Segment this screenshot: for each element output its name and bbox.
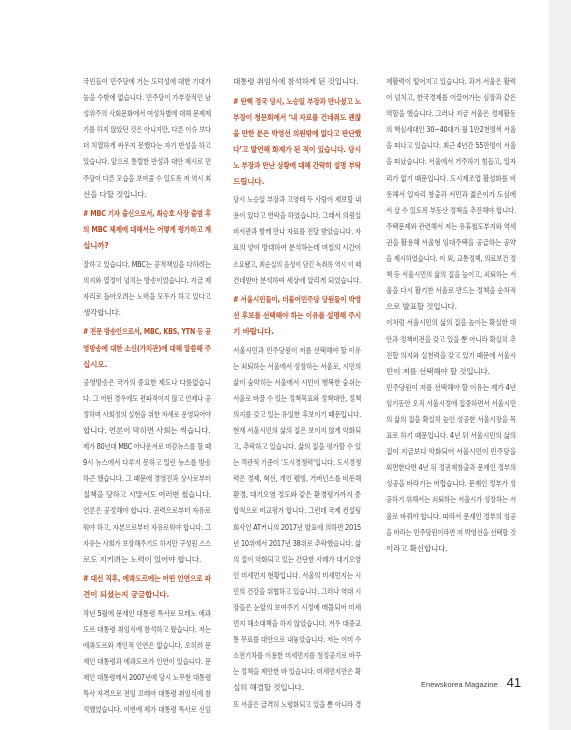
text-line-content: 석했었습니다. 이번에 제가 대통령 특사로 신임 <box>83 705 211 715</box>
text-line <box>233 273 361 289</box>
text-line <box>83 289 211 305</box>
text-line <box>233 568 361 584</box>
text-line <box>233 520 361 536</box>
text-line <box>386 154 516 170</box>
question-heading <box>233 292 361 340</box>
text-line-content: 환경, 대기오염 정도와 같은 환경평가까지 종 <box>233 490 361 500</box>
text-line <box>83 206 211 222</box>
text-line <box>83 670 211 686</box>
text-line <box>233 680 361 696</box>
text-line <box>233 407 361 423</box>
text-line <box>83 375 211 391</box>
text-line <box>83 187 211 203</box>
text-line-content: 하곤 했습니다. 그 때문에 경영진과 상사로부터 <box>83 474 211 484</box>
text-line <box>233 616 361 632</box>
text-line <box>233 423 361 439</box>
text-line-content: # 대선 직후, 에콰도르에는 어떤 인연으로 파 <box>83 574 211 584</box>
text-line <box>83 106 211 122</box>
text-line-content: 인 미세먼지 현황입니다. 서울의 미세먼지는 시 <box>233 570 361 580</box>
text-line-content: 합적으로 비교평가 합니다. 그런데 국제 컨설팅 <box>233 506 361 516</box>
text-line <box>386 138 516 154</box>
text-line <box>83 257 211 273</box>
text-line <box>233 664 361 680</box>
answer-paragraph <box>83 606 211 719</box>
text-line-content: 언론은 공정해야 합니다. 권력으로부터 자유로 <box>83 506 211 516</box>
text-line-content: 재인 대통령과 에콰도르가 인연이 있습니다. 문 <box>83 656 211 666</box>
text-line <box>386 460 516 476</box>
text-line <box>83 171 211 187</box>
question-paragraph <box>233 94 361 191</box>
text-line <box>233 391 361 407</box>
text-line-content: 9시 뉴스에서 다루지 못하고 밀린 뉴스를 방송 <box>83 458 211 468</box>
text-line <box>233 192 361 208</box>
text-line-content: 책 등 서울시민의 삶의 질을 높이고, 쇠퇴하는 서 <box>386 270 516 280</box>
text-line <box>233 697 361 713</box>
text-line <box>83 702 211 718</box>
text-line-content: 생각합니다. <box>83 307 121 317</box>
text-line <box>83 324 211 340</box>
text-line-content: 민주당원이 저를 선택해야 할 이유는 제가 4년 <box>386 382 516 392</box>
text-line-content: 십시오. <box>83 359 108 369</box>
text-line-content: 으로 발표할 것입니다. <box>386 302 457 312</box>
text-line <box>233 455 361 471</box>
text-line-content: 통 무료를 대안으로 내놓았습니다. 저는 이미 수 <box>233 635 361 645</box>
text-line <box>386 122 516 138</box>
text-line-content: 이처럼 서울시민의 삶의 질을 높이는 확실한 대 <box>386 318 516 328</box>
text-line-content: 는 객관적 기준이 ‘도시경쟁력’입니다. 도시경쟁 <box>233 458 361 468</box>
text-line <box>386 476 516 492</box>
text-line <box>233 94 361 110</box>
text-line-content: 또 서울은 급격히 노령화되고 있을 뿐 아니라 경 <box>233 699 361 709</box>
text-line-content: 공영방송은 국가의 중요한 제도나 다름없습니 <box>83 377 211 387</box>
text-line-content: 을 떠났습니다. 서울에서 거주하기 힘들고, 일자 <box>386 157 516 167</box>
text-line <box>233 584 361 600</box>
answer-text <box>233 74 361 90</box>
text-line-content: 당시 노승일 부장과 고영태 두 사람이 제보할 내 <box>233 195 361 205</box>
text-line-content: 다’고 발언해 화제가 된 적이 있습니다. 당시 <box>233 144 361 154</box>
text-line <box>83 122 211 138</box>
answer-text <box>83 375 211 568</box>
question-paragraph <box>83 571 211 603</box>
text-line <box>233 74 361 90</box>
text-line <box>83 439 211 455</box>
answer-paragraph <box>83 257 211 321</box>
text-line <box>83 622 211 638</box>
text-line-content: 외면한다면 4년 뒤 정권재창출과 문재인 정부의 <box>386 463 516 473</box>
text-line-content: 표로 하기 때문입니다. 4년 뒤 서울시민의 삶의 <box>386 431 516 441</box>
text-line <box>233 359 361 375</box>
text-line <box>83 503 211 519</box>
text-line <box>83 138 211 154</box>
text-line <box>233 471 361 487</box>
text-line <box>386 219 516 235</box>
text-line-content: 현재 서울시민의 삶의 질은 보이지 않게 악화되 <box>233 425 361 435</box>
text-line-content: 영방송에 대한 소신(가치관)에 대해 말씀해 주 <box>83 343 211 353</box>
text-line <box>386 364 516 380</box>
text-line-content: 서울로 바꿀 수 있는 정책목표와 정책대안, 정책 <box>233 393 361 403</box>
text-line <box>386 299 516 315</box>
text-line <box>386 251 516 267</box>
text-line-content: 주당이 다른 모습을 보여줄 수 있도록 저 역시 최 <box>83 173 211 183</box>
text-line <box>83 487 211 503</box>
answer-text <box>83 74 211 203</box>
text-line <box>83 305 211 321</box>
text-line <box>386 444 516 460</box>
text-line-content: 도르 대통령 취임식에 참석하고 왔습니다. 저는 <box>83 624 211 634</box>
text-line-content: 높을 수밖에 없습니다. 민주당이 가부장적인 남 <box>83 93 211 103</box>
question-paragraph <box>233 292 361 340</box>
question-heading <box>83 206 211 254</box>
answer-text <box>386 74 516 557</box>
text-line-content: 회사인 AT커니의 2017년 발표에 의하면 2015 <box>233 522 361 532</box>
text-line-content: 서 살 수 있도록 부동산 정책을 추진해야 합니다. <box>386 205 516 215</box>
text-line-content: 안과 정책비전을 갖고 있을 뿐 아니라 확실히 추 <box>386 334 516 344</box>
text-line-content: 워야 하고, 자본으로부터 자유로워야 합니다. 그 <box>83 522 211 532</box>
text-line <box>233 292 361 308</box>
text-line <box>233 224 361 240</box>
text-line-content: 기를 하지 않았던 것은 아니지만, 다른 이슈 보다 <box>83 125 211 135</box>
text-line-content: 고, 추락하고 있습니다. 삶의 질을 평가할 수 있 <box>233 442 361 452</box>
text-line-content: 제가 80년대 MBC 아나운서로 마감뉴스를 할 때 <box>83 442 211 452</box>
text-line <box>83 341 211 357</box>
text-line-content: 을 만한 분은 박영선 의원밖에 없다고 판단했 <box>233 128 361 138</box>
text-line-content: 진할 의지와 실천력을 갖고 있기 때문에 서울시 <box>386 350 516 360</box>
text-line <box>386 90 516 106</box>
text-line <box>386 106 516 122</box>
text-line <box>233 600 361 616</box>
text-line-content: 드립니다. <box>233 177 265 187</box>
text-line-content: 비서관과 함께 만나 자료를 전달 받았습니다. 자 <box>233 227 361 237</box>
text-line-content: 는 정책을 제안한 바 있습니다. 미세먼지만은 확 <box>233 667 361 677</box>
text-line-content: # MBC 기자 출신으로서, 최승호 사장 출범 후 <box>83 209 211 219</box>
text-line-content: 의 삶의 질을 확실히 높인 성공한 서울시장을 목 <box>386 414 516 424</box>
text-line-content: 의 핵심세대인 30~40대가 월 1만2천명씩 서울 <box>386 125 516 135</box>
text-line <box>233 240 361 256</box>
text-line <box>386 315 516 331</box>
text-line-content: 료의 양이 방대하여 분석하는데 며칠의 시간이 <box>233 243 361 253</box>
text-line <box>83 552 211 568</box>
text-line <box>233 536 361 552</box>
text-line <box>83 587 211 603</box>
answer-paragraph <box>233 423 361 697</box>
text-line <box>386 348 516 364</box>
text-line-content: 다. 그 어떤 경우에도 편파적이지 않고 언제나 공 <box>83 393 211 403</box>
text-line-content: 역할을 했습니다. 그러나 지금 서울은 경제활동 <box>386 109 516 119</box>
text-line <box>233 142 361 158</box>
text-line <box>233 439 361 455</box>
text-line <box>386 541 516 557</box>
text-line <box>83 154 211 170</box>
text-line-content: 에콰도르와 개인적 인연은 없습니다. 오히려 문 <box>83 640 211 650</box>
text-line <box>233 158 361 174</box>
text-line <box>83 238 211 254</box>
answer-paragraph <box>83 74 211 203</box>
question-heading <box>83 324 211 372</box>
text-line <box>83 686 211 702</box>
text-line <box>233 503 361 519</box>
text-line-content: 년 10위에서 2017년 38위로 추락했습니다. 삶 <box>233 538 361 548</box>
text-line <box>233 257 361 273</box>
text-line <box>83 536 211 552</box>
text-line <box>386 171 516 187</box>
text-line-content: 특사 자격으로 전임 꼬레아 대통령 취임식에 참 <box>83 688 211 698</box>
answer-text <box>233 343 361 713</box>
text-line-content: 성공을 바라기는 어렵습니다. 문재인 정부가 성 <box>386 479 516 489</box>
text-line <box>386 509 516 525</box>
text-line-content: 민의 건강을 위협하고 있습니다. 그러나 역대 시 <box>233 586 361 596</box>
text-line-content: 서울시민과 민주당원이 저를 선택해야 할 이유 <box>233 345 361 355</box>
text-line-content: 는 쇠퇴하는 서울에서 성장하는 서울로, 시민의 <box>233 361 361 371</box>
text-line-content: # 서울시민들이, 더불어민주당 당원들이 박영 <box>233 295 361 305</box>
text-line <box>83 654 211 670</box>
text-line <box>233 343 361 359</box>
question-heading <box>83 571 211 603</box>
text-line-content: 을 떠나고 있습니다. 최근 4년간 55만명이 서울 <box>386 141 516 151</box>
answer-paragraph <box>386 380 516 557</box>
answer-paragraph <box>233 192 361 289</box>
text-line <box>386 267 516 283</box>
text-line-content: 건네받아 분석하여 세상에 알리게 되었습니다. <box>233 275 361 285</box>
article-column-3 <box>386 74 516 557</box>
text-line-content: # 전문 방송인으로서, MBC, KBS, YTN 등 공 <box>83 327 211 337</box>
text-line-content: 선 후보를 선택해야 하는 이유를 설명해 주시 <box>233 311 361 321</box>
text-line-content: 이라고 확신합니다. <box>386 543 448 553</box>
answer-text <box>233 192 361 289</box>
text-line-content: 을 제시하였습니다. 이 외, 교통정책, 의료보건 정 <box>386 254 516 264</box>
text-line <box>83 455 211 471</box>
text-line-content: 삶이 숨막히는 서울에서 시민이 행복한 숨쉬는 <box>233 377 361 387</box>
text-line-content: 정하며 사회정의 실현을 위한 자세로 운영되어야 <box>83 409 211 419</box>
answer-paragraph <box>233 74 361 90</box>
article-column-1 <box>83 74 211 718</box>
text-line <box>386 203 516 219</box>
article-column-2 <box>233 74 361 713</box>
text-line <box>233 648 361 664</box>
text-line-content: 소요됐고, 최순실의 음성이 담긴 녹취록 역시 이 때 <box>233 259 361 269</box>
text-line <box>386 525 516 541</box>
answer-paragraph <box>386 74 516 219</box>
text-line <box>83 273 211 289</box>
text-line-content: 력은 경제, 혁신, 개인 웰빙, 거버넌스를 비롯해 <box>233 474 361 484</box>
page-footer <box>421 675 521 693</box>
text-line-content: 부장이 청문회에서 ‘내 자료를 건네줘도 괜찮 <box>233 112 361 122</box>
text-line-content: 리가 없기 때문입니다. 도시제조업 활성화를 비 <box>386 173 516 183</box>
text-line <box>386 74 516 90</box>
answer-text <box>83 606 211 719</box>
text-line-content: 울을 다시 활기찬 서울로 만드는 정책을 순차적 <box>386 286 516 296</box>
magazine-name: Enewskorea Magazine <box>421 680 498 689</box>
text-line <box>386 283 516 299</box>
answer-paragraph <box>233 343 361 423</box>
page-number: 41 <box>506 675 522 690</box>
text-line <box>83 606 211 622</box>
text-line <box>83 407 211 423</box>
text-line-content: 대통령 취임식에 참석하게 된 것입니다. <box>233 77 359 86</box>
text-line-content: 십니까? <box>83 241 109 251</box>
text-line-content: 잘하고 있습니다. MBC는 공적책임을 다하려는 <box>83 259 211 269</box>
text-line-content: 기 바랍니다. <box>233 327 274 337</box>
text-line <box>83 423 211 439</box>
text-line <box>83 520 211 536</box>
answer-paragraph <box>386 315 516 379</box>
text-line-content: 울로 바꿔야 합니다. 따라서 문재인 정부의 성공 <box>386 511 516 521</box>
text-line-content: 재인 대통령께서 2007년에 당시 노무현 대통령 <box>83 672 211 682</box>
text-line <box>233 487 361 503</box>
text-line-content: 있습니다. 앞으로 통렬한 반성과 대안 제시로 민 <box>83 157 211 167</box>
text-line <box>386 187 516 203</box>
text-line <box>233 308 361 324</box>
text-line-content: 의지와 열정이 넘치는 방송이었습니다. 지금 제 <box>83 275 211 285</box>
text-line-content: 노 부장과 만난 상황에 대해 간략히 설명 부탁 <box>233 160 361 170</box>
text-line <box>83 471 211 487</box>
text-line-content: 이 넘치고, 한국경제를 이끌어가는 심장과 같은 <box>386 93 516 103</box>
answer-text <box>83 257 211 321</box>
question-paragraph <box>83 324 211 372</box>
text-line <box>83 391 211 407</box>
text-line-content: 자리로 돌아오려는 노력을 모두가 하고 있다고 <box>83 291 211 301</box>
text-line-content: 합니다. 언론이 막히면 사회는 썩습니다. <box>83 425 211 435</box>
text-line-content: 권을 활용해 서울형 임대주택을 공급하는 공약 <box>386 237 516 247</box>
answer-paragraph <box>83 503 211 567</box>
text-line-content: 질이 지금보다 악화되어 서울시민이 민주당을 <box>386 447 516 457</box>
text-line <box>233 110 361 126</box>
text-line <box>386 332 516 348</box>
text-line-content: 제활력이 떨어지고 있습니다. 과거 서울은 활력 <box>386 77 516 86</box>
text-line <box>386 428 516 444</box>
text-line <box>233 324 361 340</box>
text-line-content: 로도 지키려는 노력이 있어야 합니다. <box>83 554 202 564</box>
text-line-content: 소전기차를 이용한 미세먼지를 청정공기로 바꾸 <box>233 651 361 661</box>
text-line-content: 질책을 당하고 시말서도 여러번 썼습니다. <box>83 490 211 500</box>
answer-paragraph <box>386 219 516 316</box>
text-line <box>233 174 361 190</box>
text-line <box>386 380 516 396</box>
text-line <box>83 90 211 106</box>
text-line-content: 민이 저를 선택해야 할 것입니다. <box>386 366 490 376</box>
text-line-content: 임기동안 오직 서울시정에 집중하면서 서울시민 <box>386 398 516 408</box>
question-paragraph <box>83 206 211 254</box>
text-line <box>233 208 361 224</box>
text-line <box>386 396 516 412</box>
text-line-content: 용이 있다고 연락을 하였습니다. 그래서 의원실 <box>233 211 361 221</box>
text-line-content: 을 바라는 민주당원이라면 저 박영선을 선택할 것 <box>386 527 516 537</box>
text-line-content: 작년 5월에 문재인 대통령 특사로 모레노 에콰 <box>83 608 211 618</box>
text-line-content: 먼지 해소대책을 하지 않았습니다. 겨우 대중교 <box>233 619 361 629</box>
text-line <box>83 638 211 654</box>
text-line <box>233 375 361 391</box>
text-line-content: 의지를 갖고 있는 유일한 후보이기 때문입니다. <box>233 409 361 419</box>
text-line-content: # 탄핵 정국 당시, 노승일 부장과 만나셨고 노 <box>233 96 361 106</box>
text-line <box>386 412 516 428</box>
text-line-content: 더 치열하게 싸우지 못했다는 자기 반성을 하고 <box>83 141 211 151</box>
text-line-content: 주택문제와 관련해서 저는 유휴철도부지와 역세 <box>386 221 516 231</box>
text-line-content: 장들은 눈앞의 보여주기 시정에 매몰되어 미세 <box>233 603 361 612</box>
text-line-content: 국민들이 민주당에 거는 도덕성에 대한 기대가 <box>83 77 211 86</box>
text-line-content: 의 질이 악화되고 있는 간단한 사례가 대기오염 <box>233 554 361 564</box>
page-edge-band <box>549 0 571 730</box>
text-line <box>83 357 211 373</box>
text-line <box>233 632 361 648</box>
text-line-content: 견이 되셨는지 궁금합니다. <box>83 590 170 600</box>
text-line <box>386 235 516 251</box>
text-line-content: 자유는 사회가 보장해주기도 하지만 구성원 스스 <box>83 538 211 548</box>
text-line <box>83 571 211 587</box>
text-line-content: 성위주의 사회문화에서 여성차별에 대해 문제제 <box>83 109 211 119</box>
text-line-content: 의 MBC 체제에 대해서는 어떻게 평가하고 계 <box>83 225 211 235</box>
text-line-content: 선을 다할 것입니다. <box>83 189 147 199</box>
text-line <box>83 222 211 238</box>
answer-paragraph <box>83 439 211 503</box>
text-line-content: 실히 해결할 것입니다. <box>233 683 304 693</box>
text-line <box>386 492 516 508</box>
text-line-content: 공하기 위해서는 쇠퇴하는 서울시가 성장하는 서 <box>386 495 516 505</box>
answer-paragraph <box>233 697 361 713</box>
text-line <box>233 126 361 142</box>
text-line <box>233 552 361 568</box>
text-line-content: 롯해서 일자리 창출과 서민과 젊은이가 도심에 <box>386 189 516 199</box>
question-heading <box>233 94 361 191</box>
answer-paragraph <box>83 375 211 439</box>
text-line <box>83 74 211 90</box>
